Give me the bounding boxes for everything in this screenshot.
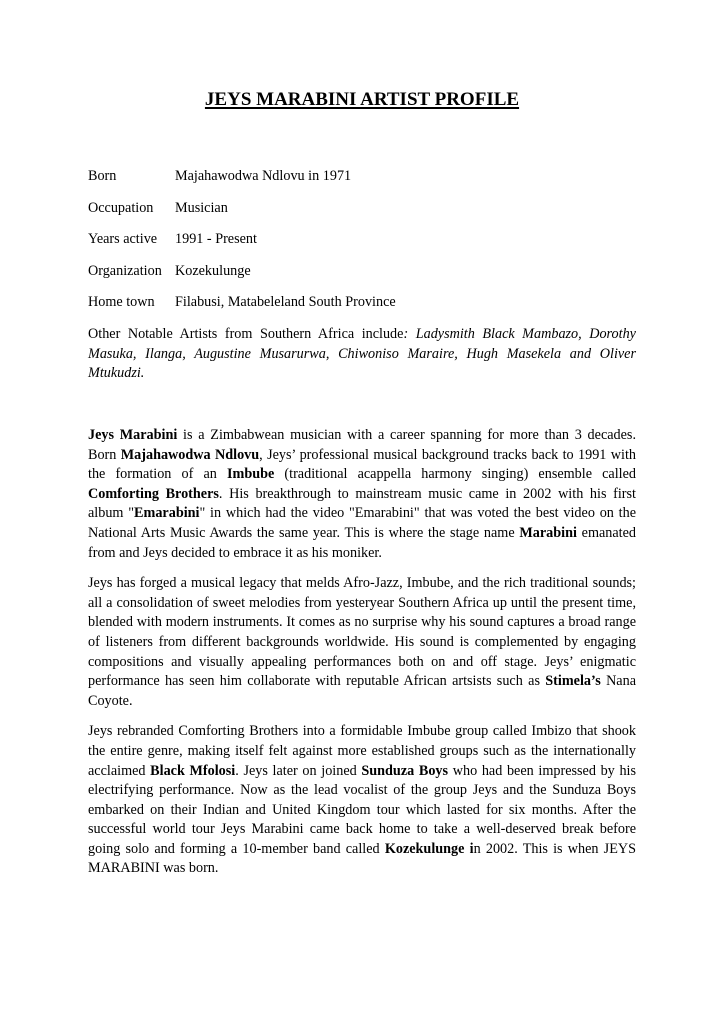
notable-artists-paragraph: [88, 325, 636, 384]
text-run: , Jeys’ professional musical background tracks back to 1991 with the formation of an: [88, 446, 637, 483]
artist-info-table: [88, 168, 648, 326]
biography-paragraph-2: [88, 574, 636, 711]
notable-intro: Other Notable Artists from Southern Africa include: [88, 326, 404, 342]
info-label: Home town: [88, 294, 155, 310]
artist-name: Jeys Marabini: [88, 427, 178, 443]
text-run: who had been impressed by his electrifying performance. Now as the lead vocalist of the group Jeys and the Sunduza Boys embarked on their Indian and United Kingdom tour which lasted for six months. After the successful world tour Jeys Marabini came back home to take a well-deserved break before going solo and forming a 10-member band called: [88, 762, 636, 857]
album-emarabini: Emarabini: [134, 505, 200, 522]
info-row-organization: [88, 263, 648, 295]
biography: [88, 426, 636, 890]
info-row-occupation: [88, 200, 648, 232]
band-kozekulunge: Kozekulunge i: [384, 840, 474, 857]
info-row-years-active: [88, 231, 648, 263]
info-value: Kozekulunge: [175, 262, 251, 279]
genre-imbube: Imbube: [226, 466, 275, 483]
info-value: 1991 - Present: [175, 231, 257, 247]
page-title-text: JEYS MARABINI ARTIST PROFILE: [204, 89, 520, 110]
stage-name: Marabini: [519, 524, 577, 541]
text-run: is a Zimbabwean musician with a career spanning for more than 3 decades. Born: [88, 427, 637, 463]
info-row-born: [88, 168, 648, 200]
text-run: Jeys has forged a musical legacy that melds Afro-Jazz, Imbube, and the rich traditional sounds; all a consolidation of sweet melodies from yesteryear Southern Africa up until the present time, blended with modern instruments. It comes as no surprise why his sound captures a broad range of listeners from different backgrounds worldwide. His sound is complemented by engaging compositions and visually appealing performances both on and off stage. Jeys’ enigmatic performance has seen him collaborate with reputable African artsists such as: [88, 575, 636, 690]
text-run: emanated from and Jeys decided to embrace it as his moniker.: [88, 524, 636, 561]
group-comforting-brothers: Comforting Brothers: [88, 485, 219, 502]
notable-colon: :: [403, 326, 409, 342]
info-label: Occupation: [88, 199, 154, 216]
group-sunduza-boys: Sunduza Boys: [361, 762, 449, 779]
text-run: Nana Coyote.: [88, 673, 636, 709]
biography-paragraph-1: [88, 426, 636, 563]
info-value: Filabusi, Matabeleland South Province: [175, 294, 396, 310]
text-run: . His breakthrough to mainstream music came in 2002 with his first album ": [88, 485, 636, 522]
birth-name: Majahawodwa Ndlovu: [120, 446, 260, 463]
band-stimela: Stimela’s: [545, 673, 601, 690]
group-black-mfolosi: Black Mfolosi: [150, 762, 236, 779]
text-run: Jeys rebranded Comforting Brothers into a formidable Imbube group called Imbizo that shook the entire genre, making itself felt against more established groups such as the internationally acclaimed: [88, 723, 636, 779]
text-run: . Jeys later on joined: [235, 762, 362, 779]
info-label: Organization: [88, 262, 162, 279]
biography-paragraph-3: [88, 722, 636, 879]
text-run: n 2002. This is when JEYS MARABINI was born.: [88, 840, 636, 877]
info-value: Musician: [175, 199, 228, 216]
info-label: Years active: [88, 231, 158, 247]
text-run: " in which had the video "Emarabini" that was voted the best video on the National Arts Music Awards the same year. This is where the stage name: [88, 505, 636, 541]
info-label: Born: [88, 168, 117, 184]
info-value: Majahawodwa Ndlovu in 1971: [175, 168, 352, 184]
page-title: [0, 89, 724, 111]
info-row-home-town: [88, 294, 648, 326]
notable-artists-list: Ladysmith Black Mambazo, Dorothy Masuka, Ilanga, Augustine Musarurwa, Chiwoniso Maraire, Hugh Masekela and Oliver Mtukudzi.: [88, 326, 636, 382]
text-run: (traditional acappella harmony singing) ensemble called: [274, 466, 636, 483]
